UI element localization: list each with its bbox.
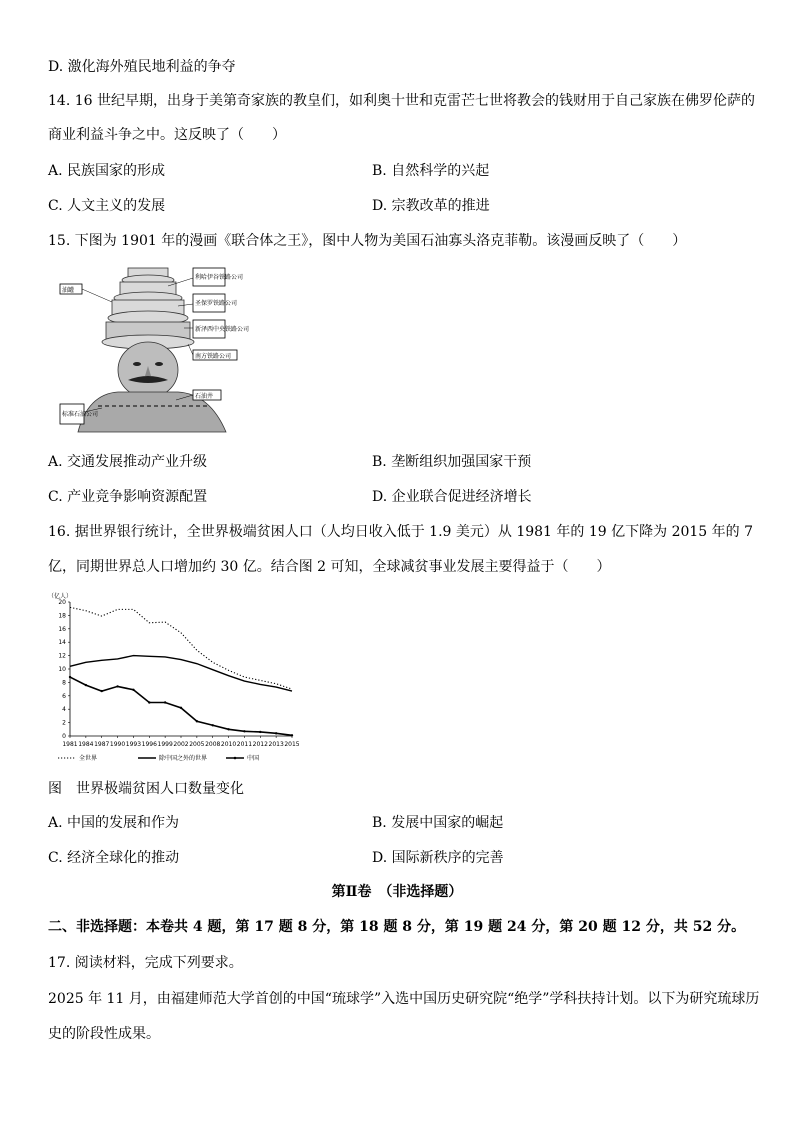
q16-option-c: C. 经济全球化的推动	[48, 850, 180, 866]
chart-y-tick-label: 20	[58, 599, 66, 606]
chart-legend-label: 中国	[247, 755, 260, 762]
label-standard-oil: 标准石油公司	[62, 411, 99, 418]
q14-option-a: A. 民族国家的形成	[48, 163, 166, 179]
cartoon-face	[118, 342, 178, 398]
q14-option-b: B. 自然科学的兴起	[372, 163, 490, 179]
chart-x-tick-label: 2011	[236, 741, 253, 748]
chart-legend-label: 全世界	[79, 755, 98, 762]
q14-stem-line1: 14. 16 世纪早期，出身于美第奇家族的教皇们，如利奥十世和克雷芒七世将教会的钱财用于自己家族在佛罗伦萨的	[48, 93, 755, 109]
chart-point	[259, 731, 261, 733]
chart-point	[196, 720, 198, 722]
chart-legend-marker	[234, 757, 237, 760]
chart-y-tick-label: 4	[62, 706, 66, 714]
chart-y-tick-label: 6	[62, 692, 66, 700]
chart-x-tick-label: 2008	[205, 741, 221, 748]
q13-option-d: D. 激化海外殖民地利益的争夺	[48, 59, 236, 75]
q15-stem: 15. 下图为 1901 年的漫画《联合体之王》，图中人物为美国石油寡头洛克菲勒。该漫画反映了（ ）	[48, 233, 687, 249]
q16-option-a: A. 中国的发展和作为	[48, 815, 180, 831]
chart-x-tick-label: 1999	[157, 741, 173, 748]
q16-option-b: B. 发展中国家的崛起	[372, 815, 504, 831]
chart-x-tick-label: 2015	[284, 741, 300, 748]
chart-x-tick-label: 2002	[173, 741, 189, 748]
chart-x-tick-label: 2012	[252, 741, 268, 748]
chart-ylabel: （亿人）	[48, 593, 73, 600]
chart-series-line-2	[70, 677, 292, 735]
label-rail4: 南方铁路公司	[195, 353, 232, 360]
chart-x-tick-label: 1993	[125, 741, 142, 748]
q16-caption: 图 世界极端贫困人口数量变化	[48, 781, 244, 797]
chart-x-tick-label: 2010	[220, 741, 237, 748]
q15-option-b: B. 垄断组织加强国家干预	[372, 454, 532, 470]
q16-stem-line2: 亿，同期世界总人口增加约 30 亿。结合图 2 可知，全球减贫事业发展主要得益于（ ）	[48, 559, 611, 575]
chart-point	[69, 676, 71, 678]
chart-point	[212, 724, 214, 726]
q15-option-a: A. 交通发展推动产业升级	[48, 454, 208, 470]
q16-chart	[48, 590, 298, 770]
q15-option-d: D. 企业联合促进经济增长	[372, 489, 532, 505]
chart-series-line-1	[70, 656, 292, 692]
chart-x-tick-label: 2013	[268, 741, 284, 748]
chart-y-tick-label: 16	[58, 625, 66, 633]
chart-x-tick-label: 1984	[78, 741, 94, 748]
q14-stem-line2: 商业利益斗争之中。这反映了（ ）	[48, 127, 286, 143]
label-rail2: 圣保罗铁路公司	[195, 300, 238, 307]
chart-point	[275, 732, 277, 734]
chart-y-tick-label: 14	[58, 639, 66, 647]
chart-point	[227, 728, 229, 730]
chart-series-line-0	[70, 607, 292, 689]
chart-y-tick-label: 8	[62, 679, 66, 687]
q17-material-line1: 2025 年 11 月，由福建师范大学首创的中国“琉球学”入选中国历史研究院“绝学”学科扶持计划。以下为研究琉球历	[48, 991, 760, 1007]
chart-x-tick-label: 1981	[62, 741, 78, 748]
chart-point	[164, 701, 166, 703]
q17-stem: 17. 阅读材料，完成下列要求。	[48, 955, 243, 971]
q16-stem-line1: 16. 据世界银行统计，全世界极端贫困人口（人均日收入低于 1.9 美元）从 1981 年的 19 亿下降为 2015 年的 7	[48, 524, 754, 540]
q15-cartoon	[58, 266, 248, 432]
q17-material-line2: 史的阶段性成果。	[48, 1026, 160, 1042]
chart-y-tick-label: 10	[58, 666, 66, 673]
chart-point	[180, 707, 182, 709]
part2-heading: 二、非选择题：本卷共 4 题，第 17 题 8 分，第 18 题 8 分，第 19 题 24 分，第 20 题 12 分，共 52 分。	[48, 919, 746, 935]
q16-option-d: D. 国际新秩序的完善	[372, 850, 504, 866]
chart-x-tick-label: 1996	[141, 741, 157, 748]
chart-point	[101, 690, 103, 692]
q14-option-c: C. 人文主义的发展	[48, 198, 166, 214]
label-rail1: 利哈伊谷铁路公司	[195, 274, 244, 281]
chart-legend-label: 除中国之外的世界	[159, 755, 208, 762]
chart-point	[148, 701, 150, 703]
chart-point	[291, 734, 293, 736]
q14-option-d: D. 宗教改革的推进	[372, 198, 490, 214]
chart-x-tick-label: 2005	[189, 741, 205, 748]
chart-y-tick-label: 18	[58, 612, 66, 620]
chart-point	[116, 685, 118, 687]
chart-x-tick-label: 1990	[109, 741, 126, 748]
chart-y-tick-label: 12	[58, 652, 66, 660]
q15-option-c: C. 产业竞争影响资源配置	[48, 489, 208, 505]
label-oil-can: 油罐	[62, 287, 75, 294]
label-oil-well: 石油井	[195, 393, 214, 400]
chart-point	[243, 730, 245, 732]
chart-y-tick-label: 2	[62, 719, 66, 727]
chart-point	[85, 684, 87, 686]
part2-title: 第Ⅱ卷 （非选择题）	[331, 884, 463, 900]
label-rail3: 新泽西中央铁路公司	[195, 326, 250, 333]
chart-point	[132, 689, 134, 691]
chart-y-tick-label: 0	[62, 733, 66, 740]
chart-x-tick-label: 1987	[94, 741, 110, 748]
